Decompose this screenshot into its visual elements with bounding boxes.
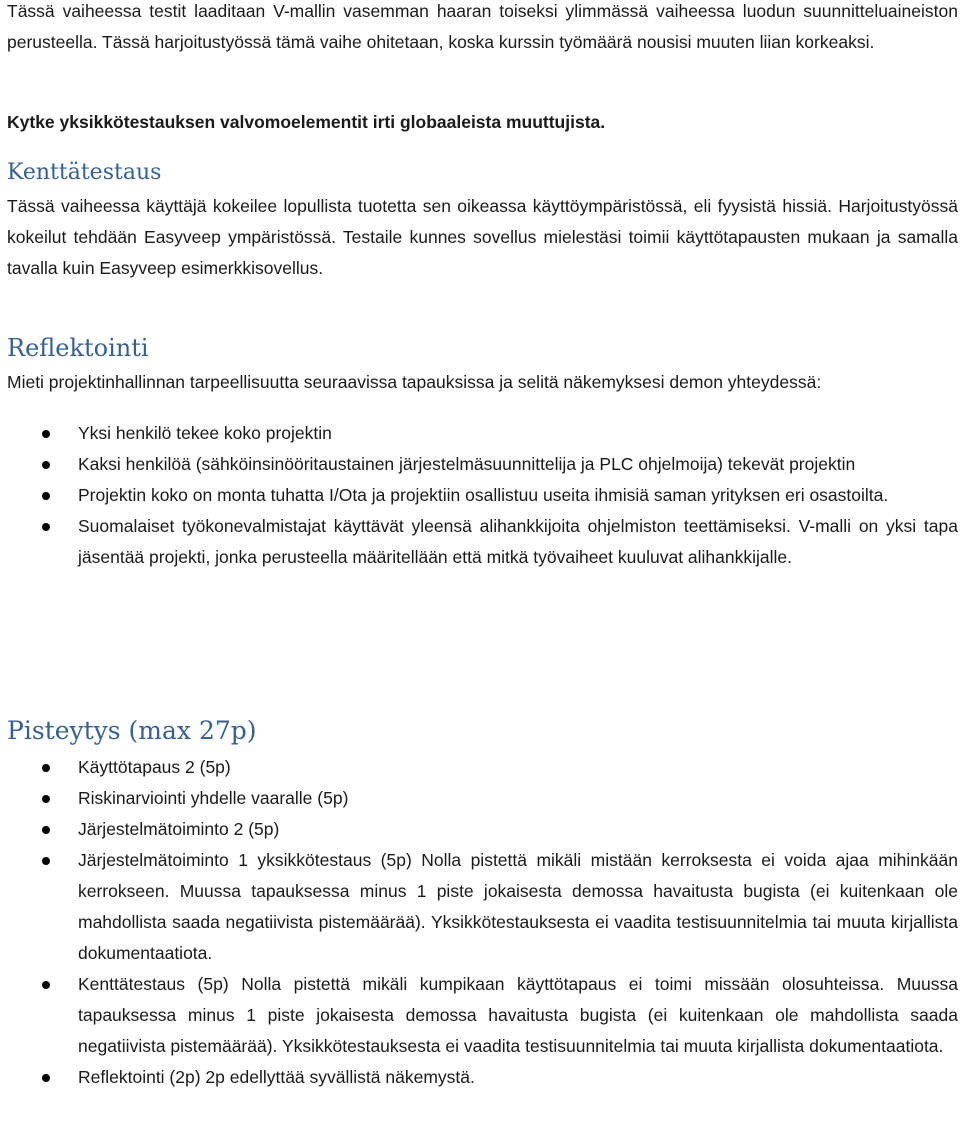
intro-paragraph: Tässä vaiheessa testit laaditaan V-mallin vasemman haaran toiseksi ylimmässä vaiheessa luodun suunnitteluaineiston perusteella. Tässä harjoitustyössä tämä vaihe ohitetaan, koska kurssin työmäärä nousisi muuten liian korkeaksi. xyxy=(7,1,958,52)
list-item-text: Järjestelmätoiminto 2 (5p) xyxy=(78,819,280,839)
list-item xyxy=(7,814,958,845)
bullet-icon xyxy=(42,764,50,772)
list-item-text: Reflektointi (2p) 2p edellyttää syvällistä näkemystä. xyxy=(78,1067,475,1087)
heading-kenttatestaus: Kenttätestaus xyxy=(7,160,162,185)
list-item xyxy=(7,969,958,1062)
bullet-icon xyxy=(42,1074,50,1082)
list-item xyxy=(7,418,958,449)
bullet-icon xyxy=(42,461,50,469)
bullet-icon xyxy=(42,857,50,865)
list-item-text: Käyttötapaus 2 (5p) xyxy=(78,757,231,777)
reflektointi-list xyxy=(7,418,958,573)
list-item xyxy=(7,845,958,969)
list-item xyxy=(7,449,958,480)
list-item xyxy=(7,1062,958,1093)
list-item-text: Suomalaiset työkonevalmistajat käyttävät yleensä alihankkijoita ohjelmiston teettämiseksi. V-malli on yksi tapa jäsentää projekti, jonka perusteella määritellään että mitkä työvaiheet kuuluvat alihankkijalle. xyxy=(78,516,958,567)
reflektointi-paragraph: Mieti projektinhallinnan tarpeellisuutta seuraavissa tapauksissa ja selitä näkemyksesi demon yhteydessä: xyxy=(7,372,822,392)
bullet-icon xyxy=(42,826,50,834)
list-item-text: Järjestelmätoiminto 1 yksikkötestaus (5p) Nolla pistettä mikäli mistään kerroksesta ei voida ajaa mihinkään kerrokseen. Muussa tapauksessa minus 1 piste jokaisesta demossa havaitusta bugista (ei kuitenkaan ole mahdollista saada negatiivista pistemäärää). Yksikkötestauksesta ei vaadita testisuunnitelmia tai muuta kirjallista dokumentaatiota. xyxy=(78,850,958,963)
list-item-text: Kenttätestaus (5p) Nolla pistettä mikäli kumpikaan käyttötapaus ei toimi missään olosuhteissa. Muussa tapauksessa minus 1 piste jokaisesta demossa havaitusta bugista (ei kuitenkaan ole mahdollista saada negatiivista pistemäärää). Yksikkötestauksesta ei vaadita testisuunnitelmia tai muuta kirjallista dokumentaatiota. xyxy=(78,974,958,1056)
bullet-icon xyxy=(42,492,50,500)
list-item-text: Riskinarviointi yhdelle vaaralle (5p) xyxy=(78,788,349,808)
list-item-text: Kaksi henkilöä (sähköinsinööritaustainen järjestelmäsuunnittelija ja PLC ohjelmoija) tekevät projektin xyxy=(78,454,856,474)
list-item-text: Yksi henkilö tekee koko projektin xyxy=(78,423,332,443)
kenttatestaus-paragraph: Tässä vaiheessa käyttäjä kokeilee lopullista tuotetta sen oikeassa käyttöympäristössä, eli fyysistä hissiä. Harjoitustyössä kokeilut tehdään Easyveep ympäristössä. Testaile kunnes sovellus mielestäsi toimii käyttötapausten mukaan ja samalla tavalla kuin Easyveep esimerkkisovellus. xyxy=(7,196,958,278)
list-item xyxy=(7,752,958,783)
pisteytys-list xyxy=(7,752,958,1093)
list-item xyxy=(7,511,958,573)
heading-pisteytys: Pisteytys (max 27p) xyxy=(7,716,257,745)
bullet-icon xyxy=(42,430,50,438)
list-item xyxy=(7,480,958,511)
bullet-icon xyxy=(42,981,50,989)
list-item-text: Projektin koko on monta tuhatta I/Ota ja projektiin osallistuu useita ihmisiä saman yrityksen eri osastoilta. xyxy=(78,485,889,505)
list-item xyxy=(7,783,958,814)
bold-note: Kytke yksikkötestauksen valvomoelementit irti globaaleista muuttujista. xyxy=(7,112,606,132)
bullet-icon xyxy=(42,795,50,803)
heading-reflektointi: Reflektointi xyxy=(7,334,149,362)
bullet-icon xyxy=(42,523,50,531)
